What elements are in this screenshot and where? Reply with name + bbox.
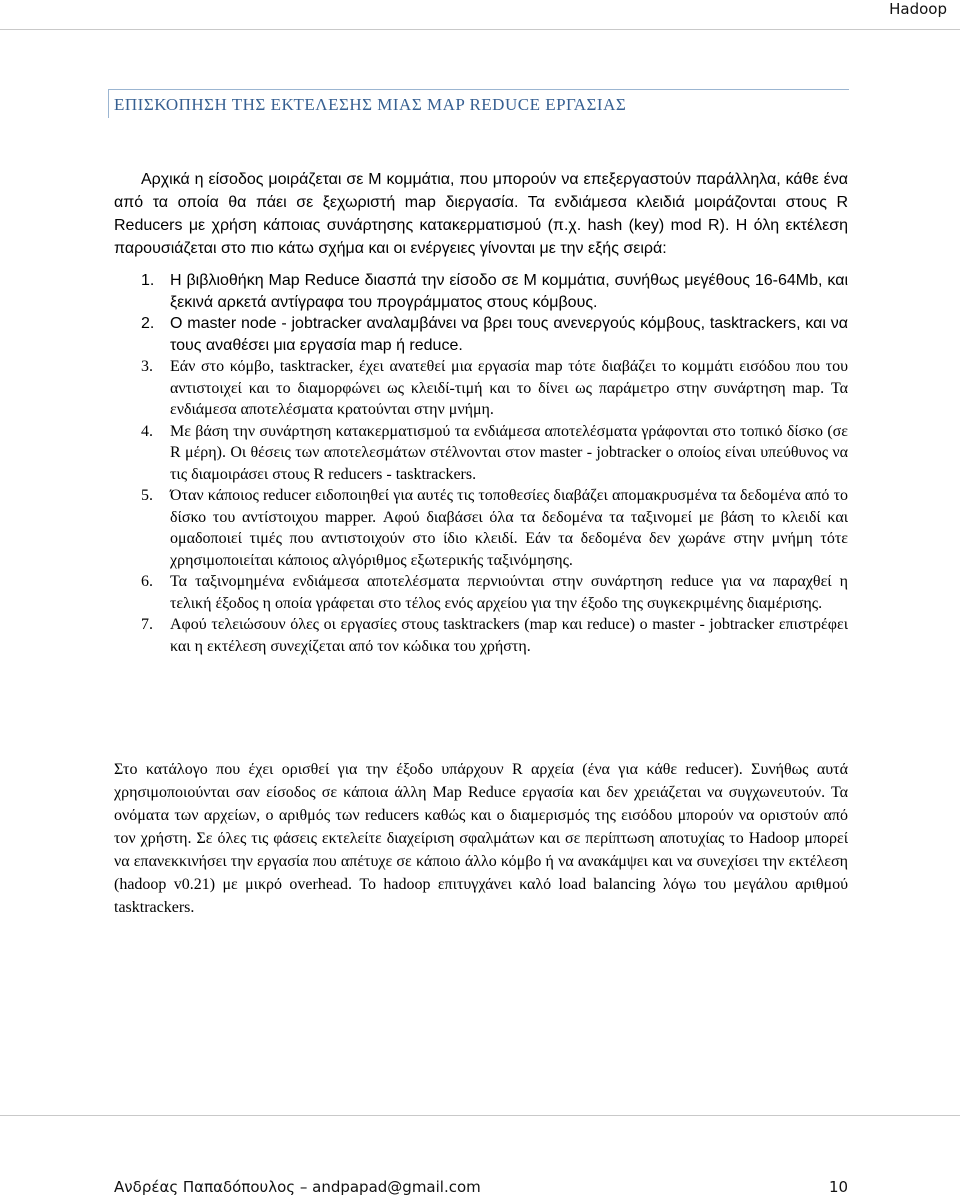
closing-paragraph [114, 758, 848, 919]
list-item-text: Τα ταξινομημένα ενδιάμεσα αποτελέσματα περνιούνται στην συνάρτηση reduce για να παραχθεί η τελική έξοδος η οποία γράφεται στο τέλος ενός αρχείου για την έξοδο της συγκεκριμένης διαμέρισης. [170, 573, 848, 612]
list-item [114, 571, 848, 614]
list-item-number: 6. [141, 573, 153, 590]
list-item-number: 1. [141, 272, 155, 289]
list-item [114, 270, 848, 313]
list-item-text: Με βάση την συνάρτηση κατακερματισμού τα ενδιάμεσα αποτελέσματα γράφονται στο τοπικό δίσκο (σε R μέρη). Οι θέσεις των αποτελεσμάτων στέλνονται στον master - jobtracker ο οποίος είναι υπεύθυνος να τις διαμοιράσει στους R reducers - tasktrackers. [170, 422, 848, 483]
footer-rule [0, 1115, 960, 1116]
list-item-text: Όταν κάποιος reducer ειδοποιηθεί για αυτές τις τοποθεσίες διαβάζει απομακρυσμένα τα δεδομένα από το δίσκο του αντίστοιχου mapper. Αφού διαβάσει όλα τα δεδομένα τα ταξινομεί με βάση το κλειδί και ομαδοποιεί τιμές που αντιστοιχούν στο ίδιο κλειδί. Εάν τα δεδομένα δεν χωράνε στην μνήμη τότε χρησιμοποιείται κάποιος αλγόριθμος εξωτερικής ταξινόμησης. [170, 487, 848, 569]
closing-text: Στο κατάλογο που έχει ορισθεί για την έξοδο υπάρχουν R αρχεία (ένα για κάθε reducer). Συνήθως αυτά χρησιμοποιούνται σαν είσοδος σε κάποια άλλη Map Reduce εργασία και δεν χρειάζεται να συγχωνευτούν. Τα ονόματα των αρχείων, ο αριθμός των reducers καθώς και ο διαμερισμός της εισόδου μπορούν να οριστούν από τον χρήστη. Σε όλες τις φάσεις εκτελείτε διαχείριση σφαλμάτων και σε περίπτωση αποτυχίας το Hadoop μπορεί να επανεκκινήσει την εργασία που απέτυχε σε κάποιο άλλο κόμβο ή να ανακάμψει και να συνεχίσει την εκτέλεση (hadoop v0.21) με μικρό overhead. Το hadoop επιτυγχάνει καλό load balancing λόγω του μεγάλου αριθμού tasktrackers. [114, 761, 848, 916]
list-item-number: 5. [141, 487, 153, 504]
list-item-text: Η βιβλιοθήκη Map Reduce διασπά την είσοδο σε Μ κομμάτια, συνήθως μεγέθους 16-64Mb, και ξεκινά αρκετά αντίγραφα του προγράμματος στους κόμβους. [170, 272, 848, 311]
list-item [114, 356, 848, 421]
header-title: Hadoop [889, 0, 947, 18]
footer-author: Ανδρέας Παπαδόπουλος – andpapad@gmail.com [114, 1178, 481, 1196]
intro-text: Αρχικά η είσοδος μοιράζεται σε Μ κομμάτια, που μπορούν να επεξεργαστούν παράλληλα, κάθε ένα από τα οποία θα πάει σε ξεχωριστή map διεργασία. Τα ενδιάμεσα κλειδιά μοιράζονται στους R Reducers με χρήση κάποιας συνάρτησης κατακερματισμού (π.χ. hash (key) mod R). Η όλη εκτέλεση παρουσιάζεται στο πιο κάτω σχήμα και οι ενέργειες γίνονται με την εξής σειρά: [114, 171, 848, 257]
list-item-number: 3. [141, 358, 153, 375]
list-item [114, 485, 848, 571]
list-item [114, 614, 848, 657]
list-item [114, 313, 848, 356]
list-item-text: Εάν στο κόμβο, tasktracker, έχει ανατεθεί μια εργασία map τότε διαβάζει το κομμάτι εισόδου που του αντιστοιχεί και το διαμορφώνει ως κλειδί-τιμή και το δίνει ως παράμετρο στην συνάρτηση map. Τα ενδιάμεσα αποτελέσματα κρατούνται στην μνήμη. [170, 358, 848, 418]
list-item-number: 2. [141, 315, 155, 332]
list-item-number: 7. [141, 616, 153, 633]
list-item-number: 4. [141, 422, 153, 440]
list-item-text: Αφού τελειώσουν όλες οι εργασίες στους tasktrackers (map και reduce) ο master - jobtracker επιστρέφει και η εκτέλεση συνεχίζεται από τον κώδικα του χρήστη. [170, 616, 848, 655]
list-item [114, 421, 848, 486]
steps-list [114, 270, 848, 657]
page-number: 10 [829, 1178, 849, 1196]
header-rule [0, 29, 960, 30]
section-title: ΕΠΙΣΚΟΠΗΣΗ ΤΗΣ ΕΚΤΕΛΕΣΗΣ ΜΙΑΣ MAP REDUCE ΕΡΓΑΣΙΑΣ [114, 95, 627, 114]
intro-paragraph [114, 168, 848, 260]
list-item-text: Ο master node - jobtracker αναλαμβάνει να βρει τους ανενεργούς κόμβους, tasktrackers, και να τους αναθέσει μια εργασία map ή reduce. [170, 315, 848, 354]
